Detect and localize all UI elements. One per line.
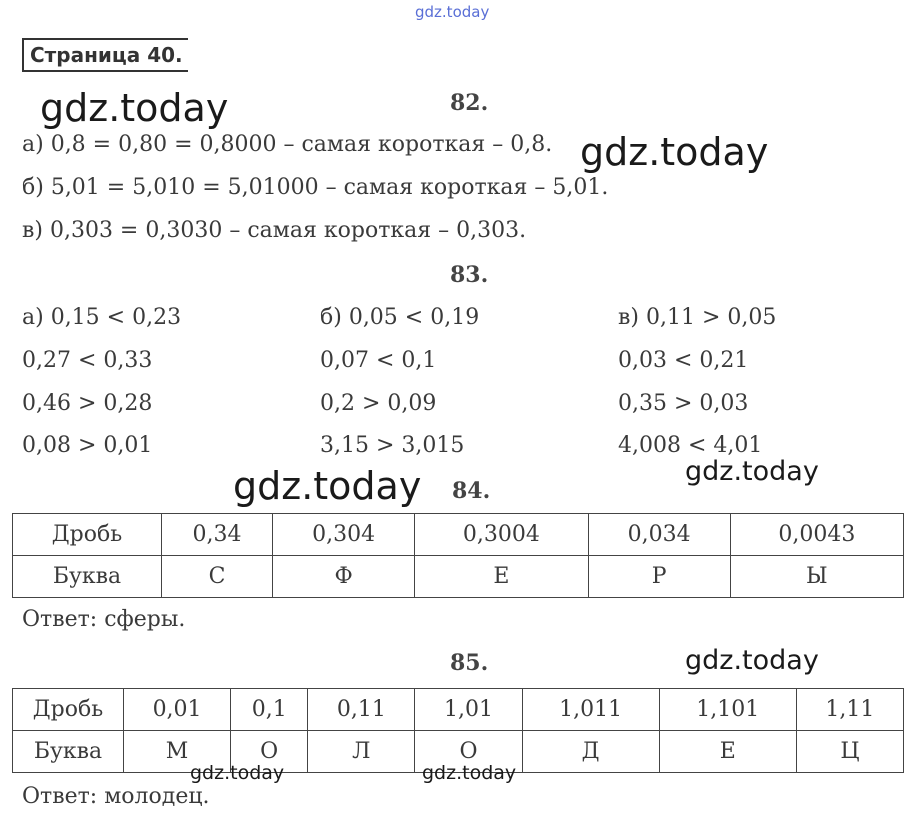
watermark: gdz.today [190,762,285,784]
watermark: gdz.today [685,456,819,487]
watermark: gdz.today [233,464,422,508]
table-row [13,514,904,556]
task-83-col1-row3: 0,46 > 0,28 [22,391,153,416]
task-84-number: 84. [452,478,491,504]
watermark: gdz.today [685,645,819,676]
page-number-label: Страница 40. [22,38,188,72]
table-row [13,689,904,731]
table-cell: 0,1 [231,689,308,731]
table-cell: Ц [796,731,903,773]
table-cell: 1,01 [415,689,522,731]
table-cell: Дробь [13,689,124,731]
task-83-col2-row1: б) 0,05 < 0,19 [320,305,480,330]
task-82-number: 82. [450,90,489,116]
task-83-col1-row2: 0,27 < 0,33 [22,348,153,373]
table-cell: О [231,731,308,773]
table-cell: Ф [273,556,415,598]
watermark-top: gdz.today [415,3,490,21]
task-83-col3-row2: 0,03 < 0,21 [618,348,749,373]
table-cell: Е [659,731,796,773]
table-cell: 0,304 [273,514,415,556]
table-cell: 0,01 [124,689,231,731]
task-85-table [12,688,904,773]
task-83-col1-row4: 0,08 > 0,01 [22,433,153,458]
table-cell: 1,011 [522,689,659,731]
table-cell: Дробь [13,514,162,556]
task-85-number: 85. [450,650,489,676]
task-82-line-c: в) 0,303 = 0,3030 – самая короткая – 0,303. [22,218,527,243]
table-cell: 0,11 [308,689,415,731]
table-cell: О [415,731,522,773]
table-cell: Е [415,556,588,598]
table-cell: Буква [13,731,124,773]
table-cell: 1,101 [659,689,796,731]
task-83-col2-row4: 3,15 > 3,015 [320,433,465,458]
task-84-answer: Ответ: сферы. [22,607,186,632]
task-84-table [12,513,904,598]
task-83-col3-row4: 4,008 < 4,01 [618,433,763,458]
table-cell: 1,11 [796,689,903,731]
task-83-col2-row2: 0,07 < 0,1 [320,348,437,373]
table-cell: 0,0043 [730,514,903,556]
watermark: gdz.today [580,130,769,174]
watermark: gdz.today [40,86,229,130]
task-82-line-a: а) 0,8 = 0,80 = 0,8000 – самая короткая – 0,8. [22,132,553,157]
table-cell: Д [522,731,659,773]
task-83-col1-row1: а) 0,15 < 0,23 [22,305,182,330]
task-83-col2-row3: 0,2 > 0,09 [320,391,437,416]
task-83-number: 83. [450,262,489,288]
table-cell: Ы [730,556,903,598]
table-cell: М [124,731,231,773]
task-83-col3-row3: 0,35 > 0,03 [618,391,749,416]
table-cell: Л [308,731,415,773]
task-85-answer: Ответ: молодец. [22,784,210,809]
table-cell: 0,34 [162,514,273,556]
task-82-line-b: б) 5,01 = 5,010 = 5,01000 – самая короткая – 5,01. [22,175,609,200]
table-cell: С [162,556,273,598]
watermark: gdz.today [422,762,517,784]
table-cell: 0,3004 [415,514,588,556]
table-cell: Р [588,556,730,598]
table-cell: 0,034 [588,514,730,556]
table-row [13,556,904,598]
task-83-col3-row1: в) 0,11 > 0,05 [618,305,777,330]
table-cell: Буква [13,556,162,598]
